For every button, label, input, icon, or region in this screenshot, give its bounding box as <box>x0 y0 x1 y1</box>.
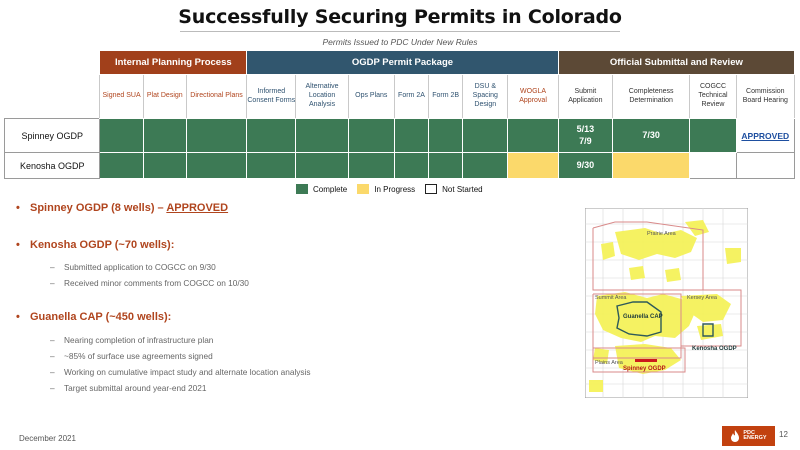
status-in-progress-cell <box>508 153 558 179</box>
page-subtitle: Permits Issued to PDC Under New Rules <box>322 37 478 47</box>
list-item <box>16 383 536 393</box>
map-label-prairie: Prairie Area <box>647 231 676 237</box>
dash-icon: – <box>50 262 55 272</box>
table-row <box>5 153 795 179</box>
legend-complete-swatch <box>296 184 308 194</box>
list-item-text: Received minor comments from COGCC on 10/30 <box>64 278 249 288</box>
status-complete-cell <box>429 119 463 153</box>
col-form-2a: Form 2A <box>394 75 428 119</box>
status-complete-cell <box>348 119 394 153</box>
status-complete-cell <box>247 119 296 153</box>
legend-complete-label: Complete <box>313 184 348 194</box>
bullet-kenosha-title: Kenosha OGDP (~70 wells): <box>30 239 175 251</box>
dash-icon: – <box>50 367 55 377</box>
col-submit-application: Submit Application <box>558 75 612 119</box>
col-completeness: Completeness Determination <box>612 75 689 119</box>
status-complete-cell <box>100 153 143 179</box>
legend-not-started-swatch <box>425 184 437 194</box>
col-wogla: WOGLA Approval <box>508 75 558 119</box>
legend-not-started-label: Not Started <box>442 184 483 194</box>
spinney-site <box>635 359 657 362</box>
permit-status-table <box>4 50 795 179</box>
map-label-summit: Summit Area <box>595 295 627 301</box>
col-dsu-spacing: DSU & Spacing Design <box>463 75 508 119</box>
bullet-dot-icon: • <box>16 202 20 214</box>
group-ogdp-permit-package: OGDP Permit Package <box>247 51 559 75</box>
dash-icon: – <box>50 383 55 393</box>
spinney-hearing-approved: APPROVED <box>736 119 794 153</box>
map-label-plains: Plains Area <box>595 360 623 366</box>
bullet-dot-icon: • <box>16 239 20 251</box>
status-complete-cell <box>429 153 463 179</box>
company-logo <box>722 426 775 446</box>
bullet-dot-icon: • <box>16 311 20 323</box>
kenosha-sub-list <box>16 256 536 288</box>
row-label-kenosha: Kenosha OGDP <box>5 153 100 179</box>
bullet-guanella <box>16 311 171 323</box>
page-number: 12 <box>779 430 788 439</box>
kenosha-submit-date: 9/30 <box>558 153 612 179</box>
status-in-progress-cell <box>612 153 689 179</box>
status-complete-cell <box>186 119 246 153</box>
list-item <box>16 351 536 361</box>
status-complete-cell <box>296 153 348 179</box>
dash-icon: – <box>50 351 55 361</box>
status-complete-cell <box>394 153 428 179</box>
group-internal-planning: Internal Planning Process <box>100 51 247 75</box>
page-title: Successfully Securing Permits in Colorado <box>178 6 622 28</box>
list-item-text: Nearing completion of infrastructure plan <box>64 335 214 345</box>
logo-line-2: ENERGY <box>743 435 767 441</box>
status-not-started-cell <box>736 153 794 179</box>
col-form-2b: Form 2B <box>429 75 463 119</box>
status-complete-cell <box>690 119 736 153</box>
list-item <box>16 262 536 272</box>
col-directional-plans: Directional Plans <box>186 75 246 119</box>
col-ops-plans: Ops Plans <box>348 75 394 119</box>
bullet-guanella-title: Guanella CAP (~450 wells): <box>30 311 172 323</box>
bullet-kenosha <box>16 239 174 251</box>
status-not-started-cell <box>690 153 736 179</box>
status-complete-cell <box>348 153 394 179</box>
legend-in-progress-swatch <box>357 184 369 194</box>
status-complete-cell <box>143 119 186 153</box>
col-plat-design: Plat Design <box>143 75 186 119</box>
group-official-submittal: Official Submittal and Review <box>558 51 794 75</box>
dash-icon: – <box>50 335 55 345</box>
list-item-text: Submitted application to COGCC on 9/30 <box>64 262 216 272</box>
col-signed-sua: Signed SUA <box>100 75 143 119</box>
spinney-completeness-date: 7/30 <box>612 119 689 153</box>
subtitle-rule <box>180 31 620 47</box>
status-complete-cell <box>508 119 558 153</box>
bullet-spinney-status: APPROVED <box>166 202 229 214</box>
status-complete-cell <box>463 153 508 179</box>
table-row <box>5 119 795 153</box>
footer-date: December 2021 <box>19 434 76 443</box>
map-label-guanella: Guanella CAP <box>623 314 663 320</box>
status-complete-cell <box>143 153 186 179</box>
list-item-text: Target submittal around year-end 2021 <box>64 383 207 393</box>
status-complete-cell <box>247 153 296 179</box>
spinney-submit-dates: 5/13 7/9 <box>558 119 612 153</box>
dash-icon: – <box>50 278 55 288</box>
col-informed-consent: Informed Consent Forms <box>247 75 296 119</box>
status-complete-cell <box>186 153 246 179</box>
legend-in-progress-label: In Progress <box>374 184 416 194</box>
logo-text <box>743 431 766 442</box>
map-label-kenosha: Kenosha OGDP <box>692 346 737 352</box>
status-complete-cell <box>296 119 348 153</box>
acreage-map <box>585 208 748 398</box>
status-complete-cell <box>463 119 508 153</box>
corner-blank-2 <box>5 75 100 119</box>
col-commission-hearing: Commission Board Hearing <box>736 75 794 119</box>
guanella-sub-list <box>16 329 536 393</box>
list-item-text: Working on cumulative impact study and alternate location analysis <box>64 367 311 377</box>
map-label-kersey: Kersey Area <box>687 295 717 301</box>
list-item <box>16 335 536 345</box>
col-alt-location: Alternative Location Analysis <box>296 75 348 119</box>
corner-blank <box>5 51 100 75</box>
map-label-spinney: Spinney OGDP <box>623 366 666 372</box>
flame-icon <box>730 430 740 442</box>
list-item-text: ~85% of surface use agreements signed <box>64 351 213 361</box>
row-label-spinney: Spinney OGDP <box>5 119 100 153</box>
status-legend <box>296 183 493 195</box>
status-complete-cell <box>100 119 143 153</box>
logo-line-1: PDC <box>743 429 755 436</box>
status-complete-cell <box>394 119 428 153</box>
bullet-spinney-text: Spinney OGDP (8 wells) – <box>30 202 167 214</box>
list-item <box>16 367 536 377</box>
col-cogcc-review: COGCC Technical Review <box>690 75 736 119</box>
bullet-spinney <box>16 202 228 214</box>
list-item <box>16 278 536 288</box>
